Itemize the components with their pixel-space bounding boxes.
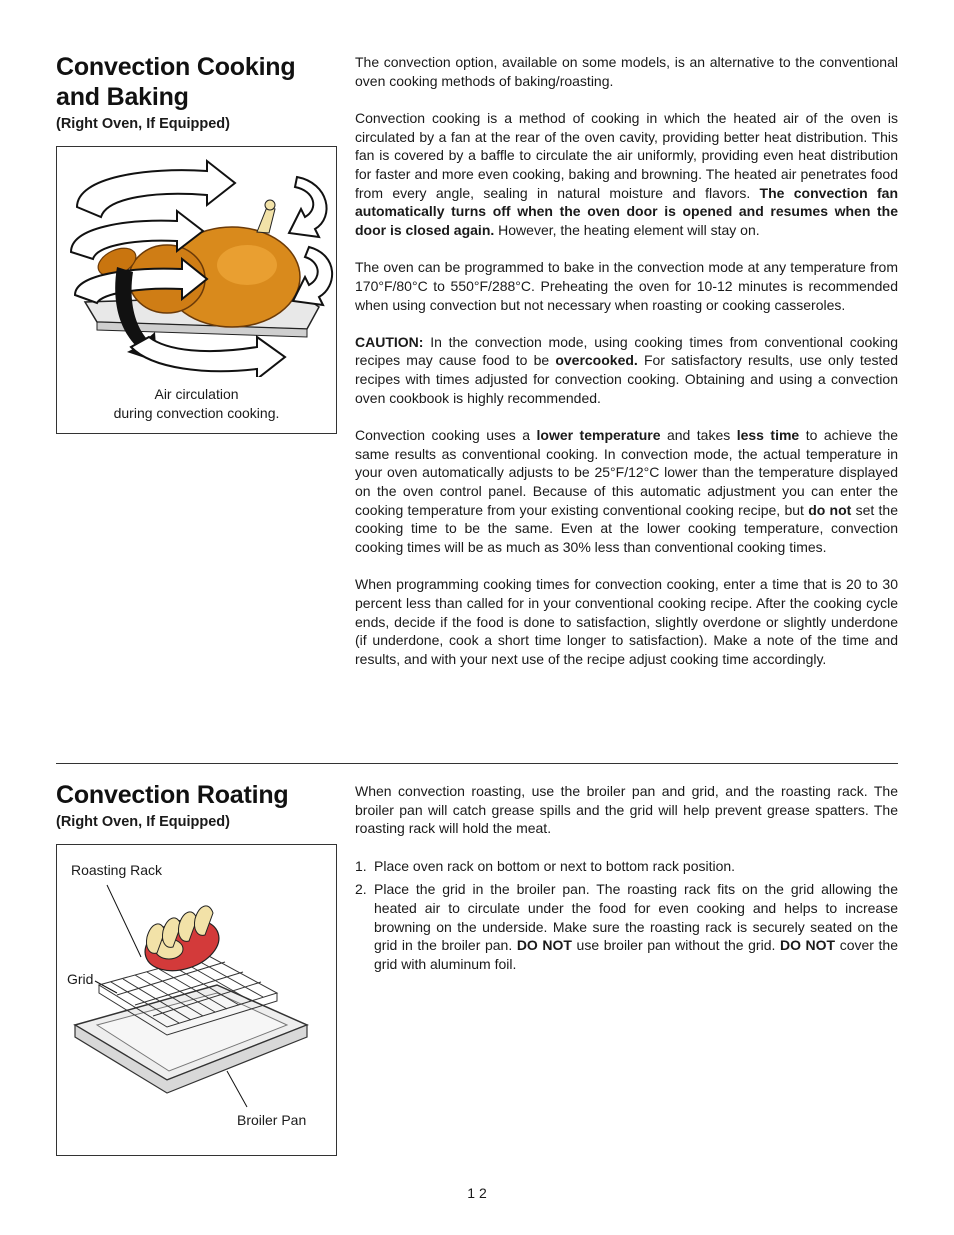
- step-text: Place oven rack on bottom or next to bottom rack position.: [374, 857, 736, 874]
- section1-title-line1: Convection Cooking: [56, 53, 296, 81]
- step-bold: DO NOT: [779, 937, 836, 954]
- caution-text: In the convection mode, using cooking times from conventional cooking recipes may cause food to be: [355, 333, 899, 369]
- p2-bold: The convection fan automatically turns off when the oven door is opened and resumes when the door is closed again.: [355, 184, 898, 239]
- section1-subtitle: (Right Oven, If Equipped): [56, 116, 230, 132]
- p5-bold-d: less time: [736, 426, 800, 443]
- section1-heading: [56, 52, 346, 133]
- label-roasting-rack: Roasting Rack: [71, 862, 163, 878]
- roasting-steps: [355, 857, 898, 974]
- caution-label: CAUTION:: [355, 333, 424, 350]
- list-item: [355, 880, 898, 974]
- roasting-intro: When convection roasting, use the broiler pan and grid, and the roasting rack. The broiler pan will catch grease spills and the grid will help prevent grease spatters. The roasting rack will hold the meat.: [355, 783, 898, 837]
- step-number: 2.: [355, 881, 367, 898]
- caption-line1: Air circulation: [154, 386, 239, 402]
- caption-line2: during convection cooking.: [113, 405, 280, 421]
- label-broiler-pan: Broiler Pan: [237, 1112, 307, 1128]
- paragraph-2: [355, 109, 898, 240]
- p5-text-e: to achieve the same results as conventional cooking. In convection mode, the actual temperature in your oven automatically adjusts to be 25°F/12°C lower than the temperature displayed on the oven control panel. Because of this automatic adjustment you can enter the cooking temperature from your existing conventional cooking recipe, but: [355, 426, 899, 518]
- paragraph-3: The oven can be programmed to bake in the convection mode at any temperature from 170°F/80°C to 550°F/288°C. Preheating the oven for 10-12 minutes is recommended when using convection but not necessary when roasting or cooking casseroles.: [355, 259, 898, 313]
- step-bold: DO NOT: [516, 937, 572, 954]
- section2-subtitle: (Right Oven, If Equipped): [56, 814, 230, 830]
- air-circulation-illustration: [57, 147, 336, 377]
- p2-text: Convection cooking is a method of cooking in which the heated air of the oven is circulated by a fan at the rear of the oven cavity, providing better heat distribution. This fan is covered by a baffle to circulate the air uniformly, providing even heat distribution for faster and more even cooking, baking and browning. The heated air penetrates food from every angle, sealing in natural moisture and flavors.: [355, 109, 898, 201]
- p5-text-a: Convection cooking uses a: [355, 426, 531, 443]
- p5-text-g: set the cooking time to be the same. Even at the lower cooking temperature, convection cooking times will be as much as 30% less than conventional cooking times.: [355, 501, 898, 556]
- p5-bold-f: do not: [808, 501, 852, 518]
- list-item: [355, 857, 898, 876]
- figure-caption: [57, 385, 336, 423]
- paragraph-6: When programming cooking times for convection cooking, enter a time that is 20 to 30 percent less than called for in your conventional cooking recipe. After the cooking cycle ends, decide if the food is done to satisfaction, slightly overdone or slightly underdone (if underdone, cook a short time longer to satisfaction). Make a note of the time and results, and with your next use of the recipe adjust cooking time accordingly.: [355, 576, 898, 667]
- step-text: Place the grid in the broiler pan. The roasting rack fits on the grid allowing the heated air to circulate under the food for even cooking and helps to increase browning on the underside. Make sure the roasting rack is securely seated on the grid in the broiler pan.: [374, 881, 898, 954]
- roasting-figure: [56, 844, 337, 1156]
- roasting-illustration: [57, 845, 336, 1155]
- section2-heading: [56, 780, 346, 831]
- paragraph-caution: [355, 333, 898, 408]
- caution-text-end: For satisfactory results, use only tested recipes with times adjusted for convection cooking. Obtaining and using a convection oven cookbook is highly recommended.: [355, 352, 899, 406]
- section2-body: [355, 782, 898, 979]
- caution-bold: overcooked.: [555, 352, 638, 369]
- step-text: use broiler pan without the grid.: [576, 937, 776, 954]
- section1-title-line2: and Baking: [56, 83, 189, 111]
- paragraph-5: [355, 426, 898, 557]
- section1-title: [56, 52, 346, 112]
- step-text: cover the grid with aluminum foil.: [374, 937, 898, 973]
- section-divider: [56, 763, 898, 764]
- step-number: 1.: [355, 857, 367, 874]
- p5-bold-b: lower temperature: [536, 426, 661, 443]
- convection-figure: [56, 146, 337, 434]
- section2-title: Convection Roating: [56, 781, 289, 809]
- p2-text-end: However, the heating element will stay on.: [498, 222, 760, 239]
- label-grid: Grid: [67, 971, 94, 987]
- p5-text-c: and takes: [666, 426, 731, 443]
- section1-body: [355, 53, 898, 687]
- page-number: 1 2: [467, 1185, 487, 1201]
- paragraph-1: The convection option, available on some models, is an alternative to the conventional oven cooking methods of baking/roasting.: [355, 54, 898, 89]
